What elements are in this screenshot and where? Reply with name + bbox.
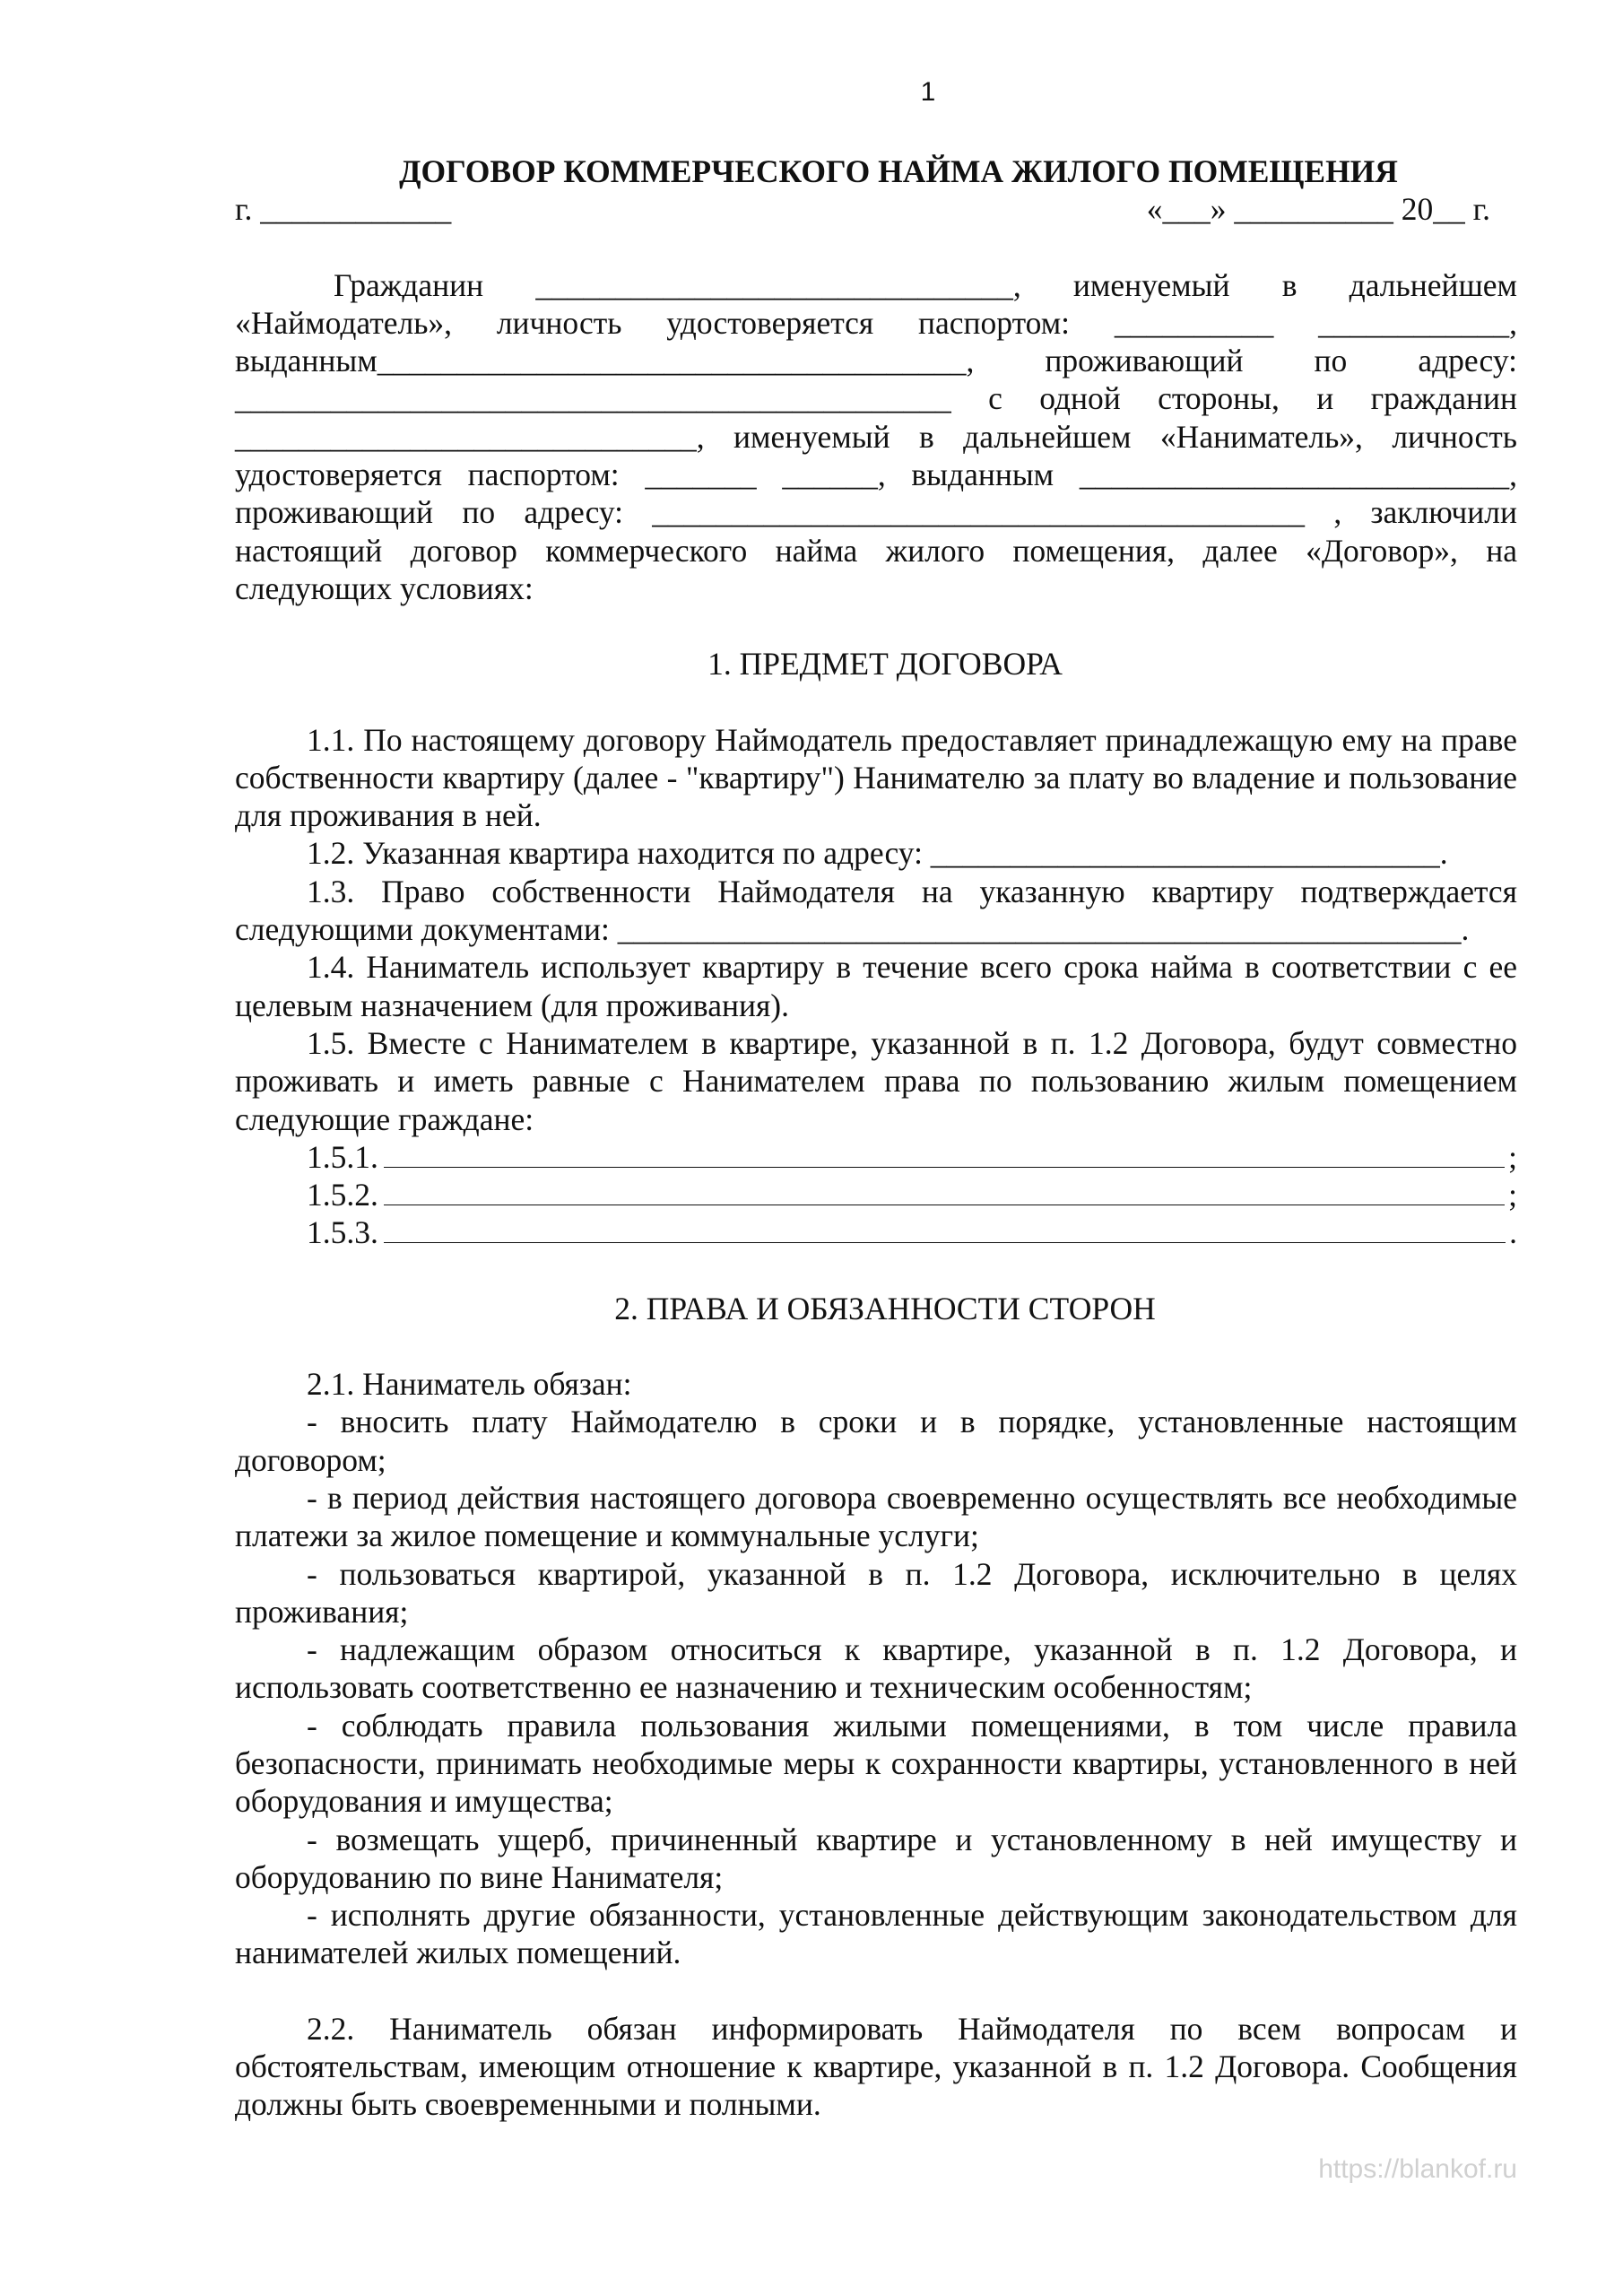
section-1-title: 1. ПРЕДМЕТ ДОГОВОРА	[707, 646, 1063, 683]
preamble: Гражданин ______________________________, именуемый в дальнейшем «Наймодатель», личность удостоверяется паспортом: __________ ____________, выданным_____________________________________, проживающий по адресу: _____________________________________________ с одной стороны, и гражданин _____________________________, именуемый в дальнейшем «Наниматель», личность удостоверяется паспортом: _______ ______, выданным ___________________________, проживающий по адресу: _________________________________________ , заключили настоящий договор коммерческого найма жилого помещения, далее «Договор», на следующих условиях:	[235, 266, 1517, 606]
duty-item: - пользоваться квартирой, указанной в п. 1.2 Договора, исключительно в целях проживания;	[235, 1555, 1517, 1630]
list-item	[235, 1213, 1517, 1251]
list-item-number: 1.5.2.	[307, 1177, 378, 1213]
city-field: г. ____________	[235, 191, 452, 228]
watermark: https://blankof.ru	[1318, 2154, 1517, 2184]
duty-item: - в период действия настоящего договора своевременно осуществлять все необходимые платежи за жилое помещение и коммунальные услуги;	[235, 1479, 1517, 1554]
clause-2-1-head: 2.1. Наниматель обязан:	[307, 1366, 632, 1403]
clause-1-2: 1.2. Указанная квартира находится по адресу: ________________________________.	[307, 835, 1448, 872]
list-item	[235, 1138, 1517, 1176]
list-item-number: 1.5.1.	[307, 1138, 378, 1175]
clause-1-5: 1.5. Вместе с Нанимателем в квартире, указанной в п. 1.2 Договора, будут совместно проживать и иметь равные с Нанимателем права по пользованию жилым помещением следующие граждане:	[235, 1024, 1517, 1137]
duty-item: - вносить плату Наймодателю в сроки и в порядке, установленные настоящим договором;	[235, 1404, 1517, 1478]
date-field: «___» __________ 20__ г.	[1146, 191, 1490, 228]
duty-item: - исполнять другие обязанности, установленные действующим законодательством для нанимателей жилых помещений.	[235, 1897, 1517, 1971]
duty-item: - надлежащим образом относиться к квартире, указанной в п. 1.2 Договора, и использовать соответственно ее назначению и техническим особенностям;	[235, 1631, 1517, 1706]
blank-line	[384, 1140, 1505, 1168]
document-title: ДОГОВОР КОММЕРЧЕСКОГО НАЙМА ЖИЛОГО ПОМЕЩЕНИЯ	[399, 153, 1398, 189]
clause-1-4: 1.4. Наниматель использует квартиру в течение всего срока найма в соответствии с ее целевым назначением (для проживания).	[235, 949, 1517, 1023]
list-item-end: ;	[1508, 1177, 1517, 1213]
blank-line	[384, 1178, 1505, 1205]
list-item	[235, 1176, 1517, 1213]
clause-1-3: 1.3. Право собственности Наймодателя на указанную квартиру подтверждается следующими документами: _____________________________________________________.	[235, 873, 1517, 948]
document-body	[235, 152, 1517, 2124]
list-item-number: 1.5.3.	[307, 1214, 378, 1251]
duty-item: - соблюдать правила пользования жилыми помещениями, в том числе правила безопасности, принимать необходимые меры к сохранности квартиры, установленного в ней оборудования и имущества;	[235, 1707, 1517, 1820]
page-number: 1	[920, 77, 936, 107]
blank-line	[384, 1215, 1506, 1243]
section-2-title: 2. ПРАВА И ОБЯЗАННОСТИ СТОРОН	[614, 1290, 1156, 1326]
place-date-line	[235, 190, 1517, 228]
clause-1-1: 1.1. По настоящему договору Наймодатель предоставляет принадлежащую ему на праве собственности квартиру (далее - "квартиру") Нанимателю за плату во владение и пользование для проживания в ней.	[235, 721, 1517, 834]
clause-2-2: 2.2. Наниматель обязан информировать Наймодателя по всем вопросам и обстоятельствам, имеющим отношение к квартире, указанной в п. 1.2 Договора. Сообщения должны быть своевременными и полными.	[235, 2010, 1517, 2123]
duty-item: - возмещать ущерб, причиненный квартире и установленному в ней имуществу и оборудованию по вине Нанимателя;	[235, 1821, 1517, 1895]
list-item-end: ;	[1508, 1138, 1517, 1175]
list-item-end: .	[1509, 1214, 1517, 1251]
